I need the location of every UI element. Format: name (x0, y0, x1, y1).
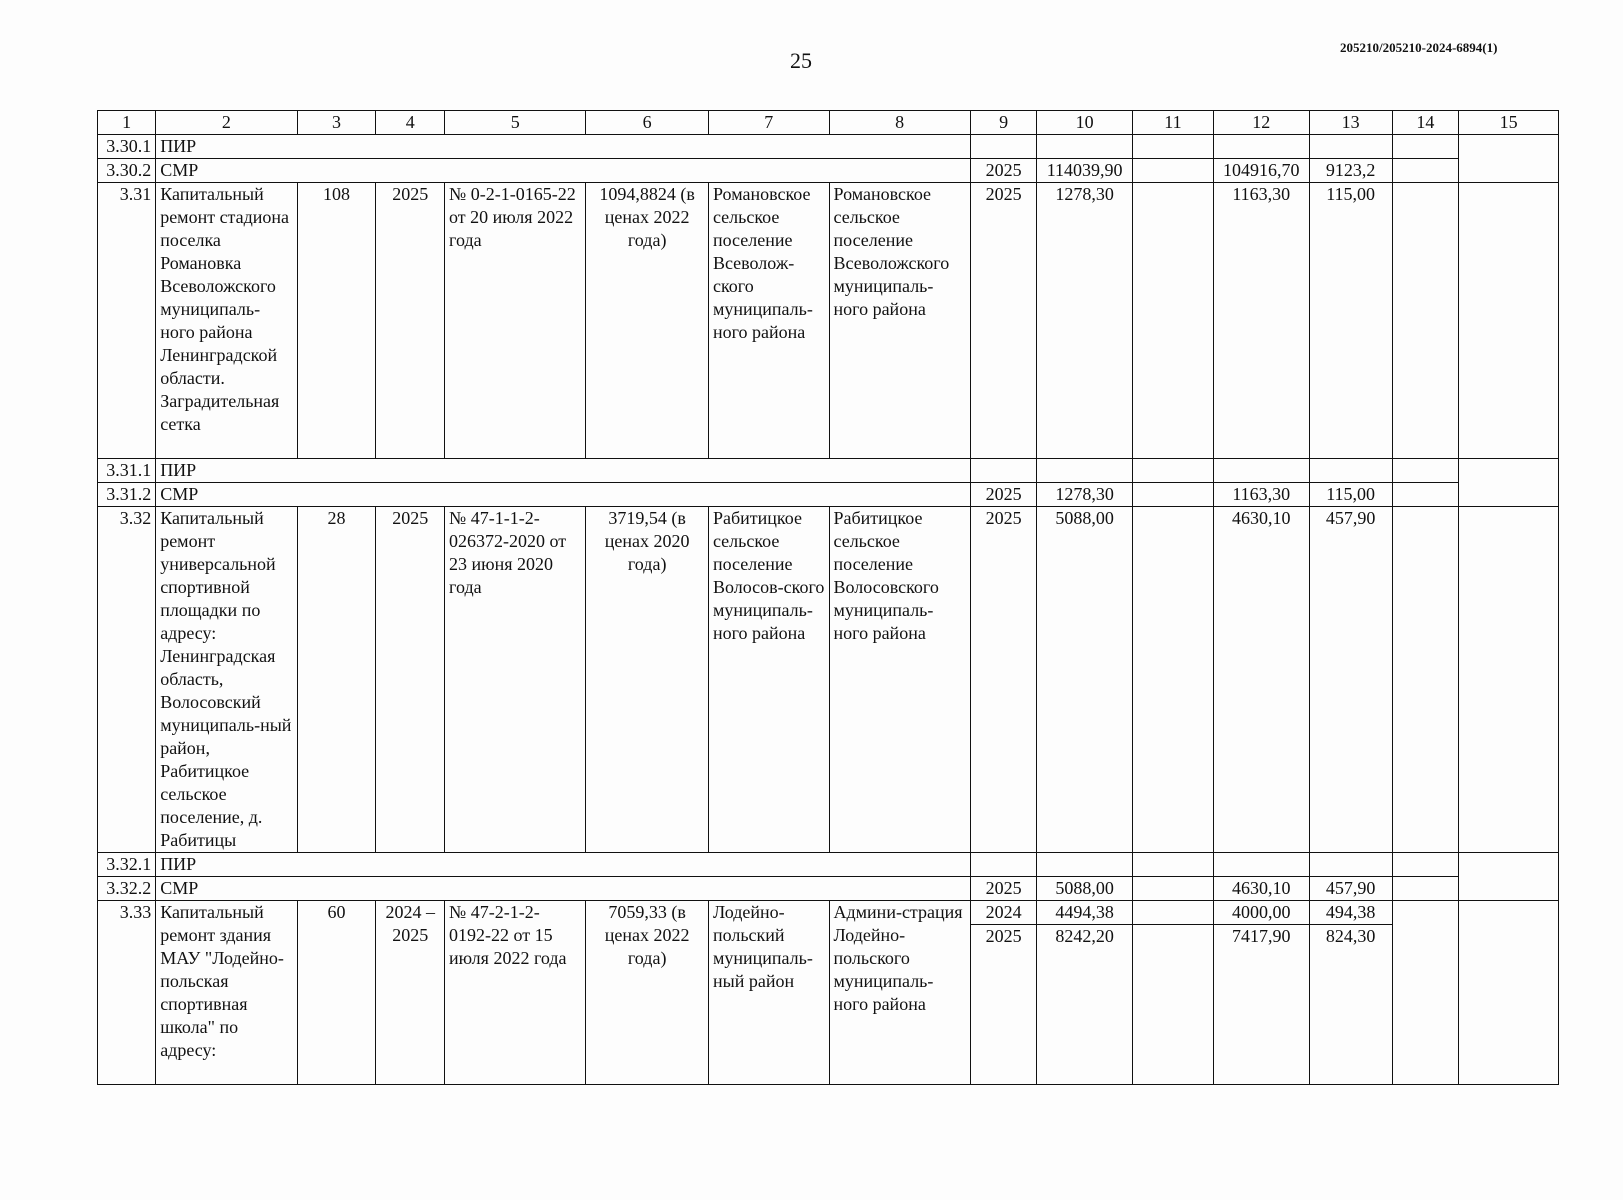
column-header: 15 (1459, 111, 1559, 135)
object-name: Капитальный ремонт здания МАУ "Лодейно-польская спортивная школа" по адресу: (156, 901, 297, 1085)
local-cell (1309, 853, 1392, 877)
regional-cell: 4000,00 (1213, 901, 1309, 925)
total-cell: 8242,20 (1037, 925, 1133, 1085)
expertise-cell: № 47-2-1-2-0192-22 от 15 июля 2022 года (445, 901, 586, 1085)
object-name: Капитальный ремонт универсальной спортивной площадки по адресу: Ленинградская область, Волосовский муниципаль-ный район, Рабитицкое сельское поселение, д. Рабитицы (156, 507, 297, 853)
column-header: 11 (1132, 111, 1213, 135)
regional-cell (1213, 853, 1309, 877)
column-header: 12 (1213, 111, 1309, 135)
empty-cell (1392, 135, 1459, 159)
column-header: 1 (98, 111, 156, 135)
total-cell: 5088,00 (1037, 507, 1133, 853)
table-row (98, 877, 1559, 901)
year-cell: 2025 (970, 507, 1037, 853)
local-cell: 457,90 (1309, 877, 1392, 901)
header-row (98, 111, 1559, 135)
empty-cell (1459, 183, 1559, 459)
customer-cell: Романовское сельское поселение Всеволожского муниципаль-ного района (829, 183, 970, 459)
object-name: Капитальный ремонт стадиона поселка Романовка Всеволожского муниципаль-ного района Ленинградской области. Заградительная сетка (156, 183, 297, 459)
year-cell: 2025 (970, 183, 1037, 459)
local-cell: 494,38 (1309, 901, 1392, 925)
year-cell (970, 135, 1037, 159)
row-number: 3.31.2 (98, 483, 156, 507)
local-cell (1309, 135, 1392, 159)
empty-cell (1459, 135, 1559, 183)
empty-cell (1132, 507, 1213, 853)
local-cell (1309, 459, 1392, 483)
cost-cell: 1094,8824 (в ценах 2022 года) (586, 183, 709, 459)
column-header: 7 (708, 111, 829, 135)
empty-cell (1392, 159, 1459, 183)
document-code: 205210/205210-2024-6894(1) (1340, 40, 1498, 55)
year-cell: 2024 (970, 901, 1037, 925)
empty-cell (1132, 901, 1213, 925)
year-cell: 2025 (970, 877, 1037, 901)
empty-cell (1459, 459, 1559, 507)
empty-cell (1132, 183, 1213, 459)
table-row (98, 483, 1559, 507)
column-header: 8 (829, 111, 970, 135)
empty-cell (1392, 507, 1459, 853)
column-header: 6 (586, 111, 709, 135)
year-cell: 2025 (970, 925, 1037, 1085)
empty-cell (1392, 877, 1459, 901)
column-header: 5 (445, 111, 586, 135)
table-row (98, 459, 1559, 483)
empty-cell (1459, 853, 1559, 901)
regional-cell: 4630,10 (1213, 507, 1309, 853)
row-number: 3.30.2 (98, 159, 156, 183)
owner-cell: Романовское сельское поселение Всеволож-ского муниципаль-ного района (708, 183, 829, 459)
total-cell: 5088,00 (1037, 877, 1133, 901)
period-cell: 2024 – 2025 (376, 901, 445, 1085)
local-cell: 824,30 (1309, 925, 1392, 1085)
row-number: 3.32.1 (98, 853, 156, 877)
work-type: СМР (156, 877, 971, 901)
empty-cell (1132, 925, 1213, 1085)
cost-cell: 3719,54 (в ценах 2020 года) (586, 507, 709, 853)
year-cell (970, 459, 1037, 483)
year-cell: 2025 (970, 159, 1037, 183)
owner-cell: Рабитицкое сельское поселение Волосов-ского муниципаль-ного района (708, 507, 829, 853)
local-cell: 115,00 (1309, 483, 1392, 507)
work-type: ПИР (156, 853, 971, 877)
regional-cell (1213, 459, 1309, 483)
empty-cell (1392, 901, 1459, 1085)
column-header: 2 (156, 111, 297, 135)
table-row (98, 159, 1559, 183)
capacity-cell: 60 (297, 901, 376, 1085)
total-cell (1037, 459, 1133, 483)
total-cell (1037, 135, 1133, 159)
customer-cell: Админи-страция Лодейно-польского муниципаль-ного района (829, 901, 970, 1085)
column-header: 9 (970, 111, 1037, 135)
regional-cell (1213, 135, 1309, 159)
table-row (98, 183, 1559, 459)
row-number: 3.33 (98, 901, 156, 1085)
work-type: СМР (156, 159, 971, 183)
empty-cell (1392, 459, 1459, 483)
empty-cell (1132, 483, 1213, 507)
column-header: 10 (1037, 111, 1133, 135)
total-cell (1037, 853, 1133, 877)
empty-cell (1132, 159, 1213, 183)
work-type: ПИР (156, 459, 971, 483)
row-number: 3.31 (98, 183, 156, 459)
expertise-cell: № 47-1-1-2-026372-2020 от 23 июня 2020 года (445, 507, 586, 853)
regional-cell: 7417,90 (1213, 925, 1309, 1085)
cost-cell: 7059,33 (в ценах 2022 года) (586, 901, 709, 1085)
table-row (98, 135, 1559, 159)
total-cell: 1278,30 (1037, 483, 1133, 507)
row-number: 3.31.1 (98, 459, 156, 483)
empty-cell (1392, 183, 1459, 459)
total-cell: 4494,38 (1037, 901, 1133, 925)
regional-cell: 4630,10 (1213, 877, 1309, 901)
customer-cell: Рабитицкое сельское поселение Волосовского муниципаль-ного района (829, 507, 970, 853)
column-header: 4 (376, 111, 445, 135)
period-cell: 2025 (376, 507, 445, 853)
row-number: 3.32.2 (98, 877, 156, 901)
capacity-cell: 28 (297, 507, 376, 853)
capacity-cell: 108 (297, 183, 376, 459)
total-cell: 114039,90 (1037, 159, 1133, 183)
year-cell: 2025 (970, 483, 1037, 507)
local-cell: 115,00 (1309, 183, 1392, 459)
empty-cell (1459, 901, 1559, 1085)
column-header: 3 (297, 111, 376, 135)
year-cell (970, 853, 1037, 877)
total-cell: 1278,30 (1037, 183, 1133, 459)
period-cell: 2025 (376, 183, 445, 459)
row-number: 3.30.1 (98, 135, 156, 159)
row-number: 3.32 (98, 507, 156, 853)
regional-cell: 1163,30 (1213, 183, 1309, 459)
empty-cell (1392, 483, 1459, 507)
empty-cell (1459, 507, 1559, 853)
column-header: 14 (1392, 111, 1459, 135)
empty-cell (1392, 853, 1459, 877)
work-type: ПИР (156, 135, 971, 159)
empty-cell (1132, 853, 1213, 877)
owner-cell: Лодейно-польский муниципаль-ный район (708, 901, 829, 1085)
empty-cell (1132, 135, 1213, 159)
table-row (98, 853, 1559, 877)
table-row (98, 901, 1559, 925)
empty-cell (1132, 877, 1213, 901)
expertise-cell: № 0-2-1-0165-22 от 20 июля 2022 года (445, 183, 586, 459)
local-cell: 457,90 (1309, 507, 1392, 853)
regional-cell: 104916,70 (1213, 159, 1309, 183)
program-table (97, 110, 1559, 1085)
column-header: 13 (1309, 111, 1392, 135)
regional-cell: 1163,30 (1213, 483, 1309, 507)
work-type: СМР (156, 483, 971, 507)
local-cell: 9123,2 (1309, 159, 1392, 183)
page-number: 25 (790, 48, 812, 73)
table-row (98, 507, 1559, 853)
empty-cell (1132, 459, 1213, 483)
